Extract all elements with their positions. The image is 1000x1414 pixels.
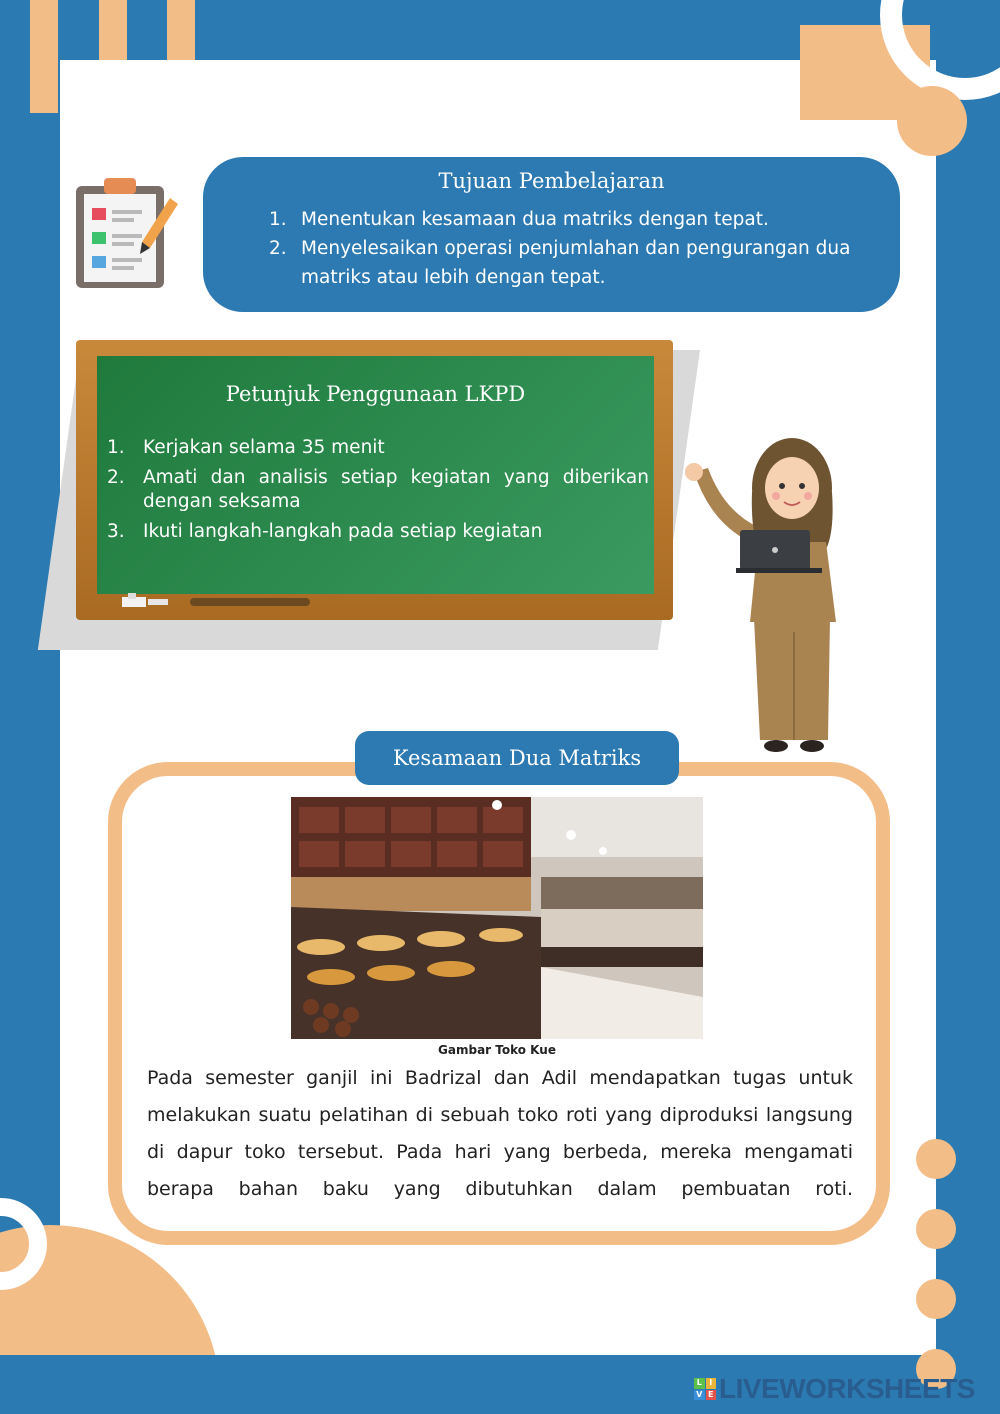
objective-number: 2. [269, 238, 287, 259]
teacher-illustration [680, 432, 850, 757]
liveworksheets-brand[interactable] [694, 1374, 975, 1404]
logo-letter: V [694, 1390, 705, 1401]
objective-text: Menyelesaikan operasi penjumlahan dan pengurangan dua matriks atau lebih dengan tepat. [301, 238, 851, 288]
chalk-eraser-icon [122, 592, 182, 606]
objectives-list [269, 205, 869, 292]
instruction-number: 1. [107, 437, 125, 458]
liveworksheets-wordmark: LIVEWORKSHEETS [719, 1373, 975, 1404]
section-body-text: Pada semester ganjil ini Badrizal dan Adil mendapatkan tugas untuk melakukan suatu pelatihan di sebuah toko roti yang diproduksi langsung di dapur toko tersebut. Pada hari yang berbeda, mereka mengamati berapa bahan baku yang dibutuhkan dalam pembuatan roti. [147, 1067, 853, 1200]
photo-caption: Gambar Toko Kue [438, 1043, 556, 1057]
instruction-text: Ikuti langkah-langkah pada setiap kegiatan [143, 521, 543, 542]
learning-objectives-card [203, 157, 900, 312]
decor-circle-top [897, 86, 967, 156]
decor-dot-1 [916, 1139, 956, 1179]
instruction-text: Kerjakan selama 35 menit [143, 437, 385, 458]
liveworksheets-logo-icon [694, 1378, 716, 1400]
instructions-title: Petunjuk Penggunaan LKPD [225, 382, 526, 406]
objective-item [269, 234, 869, 292]
instruction-item [107, 466, 649, 514]
decor-dot-3 [916, 1279, 956, 1319]
bakery-photo [291, 797, 703, 1039]
decor-bar-1 [30, 0, 58, 113]
logo-letter: E [706, 1390, 717, 1401]
instruction-item [107, 520, 649, 544]
logo-letter: L [694, 1378, 705, 1389]
instructions-list [107, 436, 649, 550]
section-title: Kesamaan Dua Matriks [355, 731, 679, 785]
instruction-item [107, 436, 649, 460]
clipboard-checklist-icon [72, 176, 182, 292]
objectives-title: Tujuan Pembelajaran [438, 169, 665, 193]
chalk-tray [190, 598, 310, 606]
instruction-number: 3. [107, 521, 125, 542]
instruction-number: 2. [107, 467, 125, 488]
decor-dot-2 [916, 1209, 956, 1249]
objective-number: 1. [269, 209, 287, 230]
logo-letter: I [706, 1378, 717, 1389]
objective-text: Menentukan kesamaan dua matriks dengan tepat. [301, 209, 769, 230]
chalkboard [97, 356, 654, 594]
objective-item [269, 205, 869, 234]
instruction-text: Amati dan analisis setiap kegiatan yang diberikan dengan seksama [143, 467, 649, 512]
